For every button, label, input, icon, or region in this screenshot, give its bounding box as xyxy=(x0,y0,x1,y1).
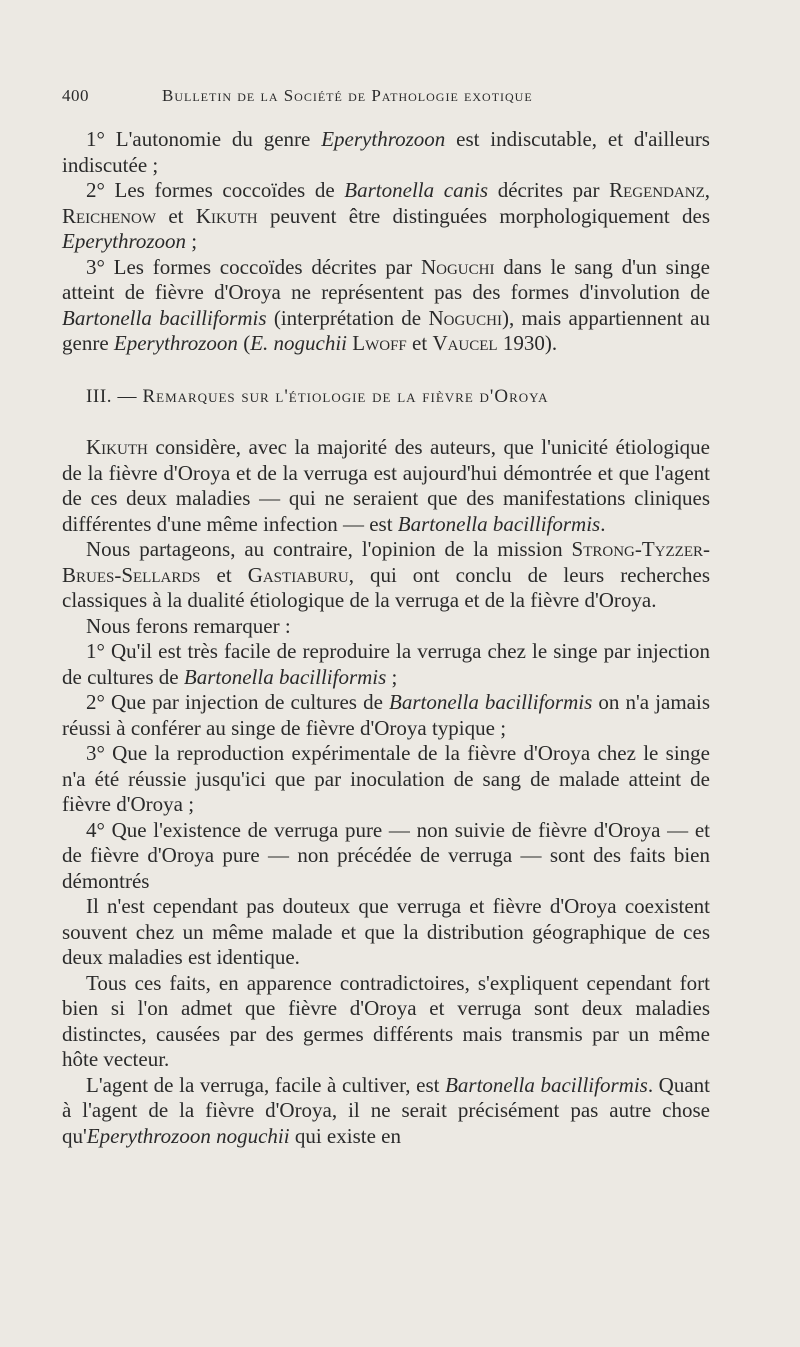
list-item: 2° Que par injection de cultures de Bartonella bacilliformis on n'a jamais réussi à conférer au singe de fièvre d'Oroya typique ; xyxy=(62,690,710,740)
section-heading: III. — Remarques sur l'étiologie de la fièvre d'Oroya xyxy=(86,385,549,407)
paragraph: Il n'est cependant pas douteux que verruga et fièvre d'Oroya coexistent souvent chez un même malade et que la distribution géographique de ces deux maladies est identique. xyxy=(62,894,710,969)
paragraph: Nous ferons remarquer : xyxy=(86,613,291,638)
list-item: 1° L'autonomie du genre Eperythrozoon est indiscutable, et d'ailleurs indiscutée ; xyxy=(62,127,710,177)
list-item: 2° Les formes coccoïdes de Bartonella canis décrites par Regendanz, Reichenow et Kikuth peuvent être distinguées morphologiquement des Eperythrozoon ; xyxy=(62,178,710,253)
list-item: 1° Qu'il est très facile de reproduire la verruga chez le singe par injection de cultures de Bartonella bacilliformis ; xyxy=(62,639,710,689)
list-item: 3° Les formes coccoïdes décrites par Noguchi dans le sang d'un singe atteint de fièvre d'Oroya ne représentent pas des formes d'involution de Bartonella bacilliformis (interprétation de Noguchi), mais appartiennent au genre Eperythrozoon (E. noguchii Lwoff et Vaucel 1930). xyxy=(62,254,710,355)
list-item: 4° Que l'existence de verruga pure — non suivie de fièvre d'Oroya — et de fièvre d'Oroya pure — non précédée de verruga — sont des faits bien démontrés xyxy=(62,817,710,893)
paragraph: Nous partageons, au contraire, l'opinion de la mission Strong-Tyzzer-Brues-Sellards et Gastiaburu, qui ont conclu de leurs recherches classiques à la dualité étiologique de la verruga et de la fièvre d'Oroya. xyxy=(62,537,710,612)
article-body xyxy=(62,127,710,1149)
page-number: 400 xyxy=(62,86,89,105)
list-item: 3° Que la reproduction expérimentale de la fièvre d'Oroya chez le singe n'a été réussie jusqu'ici que par inoculation de sang de malade atteint de fièvre d'Oroya ; xyxy=(62,741,710,816)
paragraph: Tous ces faits, en apparence contradictoires, s'expliquent cependant fort bien si l'on admet que fièvre d'Oroya et verruga sont deux maladies distinctes, causées par des germes différents mais transmis par un même hôte vecteur. xyxy=(62,970,710,1071)
paragraph: Kikuth considère, avec la majorité des auteurs, que l'unicité étiologique de la fièvre d'Oroya et de la verruga est aujourd'hui démontrée et que l'agent de ces deux maladies — qui ne seraient que des manifestations cliniques différentes d'une même infection — est Bartonella bacilliformis. xyxy=(62,435,710,536)
paragraph: L'agent de la verruga, facile à cultiver, est Bartonella bacilliformis. Quant à l'agent de la fièvre d'Oroya, il ne serait précisément pas autre chose qu'Eperythrozoon noguchii qui existe en xyxy=(62,1072,710,1148)
journal-title: Bulletin de la Société de Pathologie exotique xyxy=(162,86,533,105)
